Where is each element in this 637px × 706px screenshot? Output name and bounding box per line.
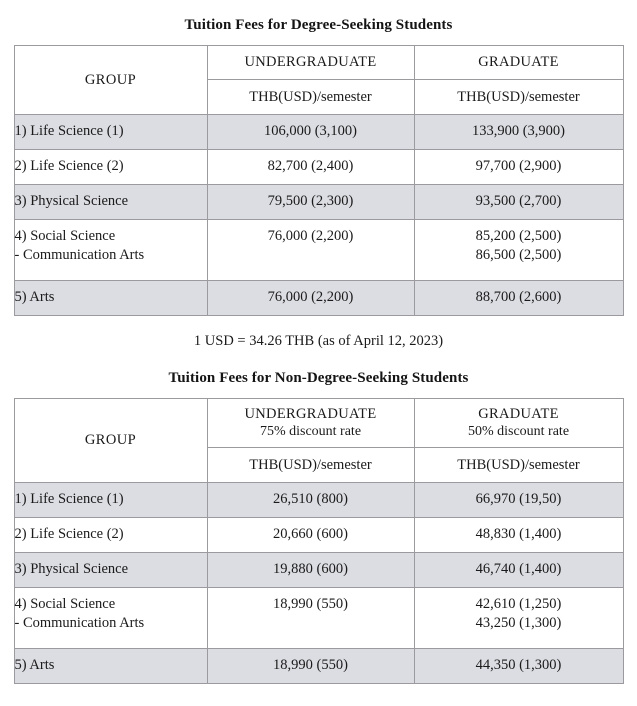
cell-graduate-line1: 85,200 (2,500) — [475, 228, 562, 244]
header-row-primary — [14, 46, 623, 80]
cell-group-line1: 2) Life Science (2) — [14, 158, 124, 175]
cell-group-line1: 5) Arts — [14, 657, 55, 674]
cell-group-line1: 1) Life Science (1) — [14, 491, 124, 508]
page-title-degree-seeking: Tuition Fees for Degree-Seeking Students — [184, 17, 453, 33]
cell-undergraduate-line1: 106,000 (3,100) — [263, 123, 358, 140]
table-row — [14, 649, 623, 684]
cell-graduate-fee — [414, 150, 623, 185]
table-row — [14, 281, 623, 316]
table-header-degree-seeking — [14, 46, 623, 115]
exchange-rate-note: 1 USD = 34.26 THB (as of April 12, 2023) — [193, 333, 444, 349]
cell-graduate-line1: 93,500 (2,700) — [475, 193, 562, 210]
column-header-undergraduate-label: UNDERGRADUATE — [244, 54, 377, 70]
cell-group — [14, 220, 207, 281]
cell-undergraduate-fee — [207, 553, 414, 588]
cell-group-line1: 1) Life Science (1) — [14, 123, 124, 140]
cell-undergraduate-line1: 19,880 (600) — [273, 561, 348, 578]
cell-group — [14, 553, 207, 588]
header-row-primary — [14, 399, 623, 448]
cell-undergraduate-line1: 18,990 (550) — [273, 596, 348, 612]
column-header-undergraduate-label: UNDERGRADUATE — [244, 406, 377, 422]
cell-undergraduate-fee — [207, 483, 414, 518]
table-row — [14, 220, 623, 281]
cell-undergraduate-fee — [207, 588, 414, 649]
cell-graduate-line1: 44,350 (1,300) — [475, 657, 562, 674]
cell-graduate-line1: 42,610 (1,250) — [475, 596, 562, 612]
cell-group — [14, 115, 207, 150]
graduate-discount-rate: 50% discount rate — [467, 424, 570, 439]
table-row — [14, 483, 623, 518]
cell-group-line2: - Communication Arts — [14, 247, 145, 264]
cell-group — [14, 281, 207, 316]
cell-graduate-line1: 133,900 (3,900) — [471, 123, 566, 140]
page-title-non-degree-seeking: Tuition Fees for Non-Degree-Seeking Students — [168, 370, 469, 386]
cell-graduate-fee — [414, 185, 623, 220]
cell-group — [14, 185, 207, 220]
column-unit-undergraduate: THB(USD)/semester — [207, 80, 414, 115]
cell-undergraduate-fee — [207, 281, 414, 316]
cell-graduate-fee — [414, 483, 623, 518]
cell-graduate-line1: 46,740 (1,400) — [475, 561, 562, 578]
cell-graduate-fee — [414, 649, 623, 684]
cell-undergraduate-line1: 20,660 (600) — [273, 526, 348, 543]
column-header-group: GROUP — [14, 399, 207, 483]
cell-graduate-fee — [414, 220, 623, 281]
cell-undergraduate-fee — [207, 115, 414, 150]
column-header-graduate — [414, 46, 623, 80]
cell-group — [14, 649, 207, 684]
cell-graduate-line1: 97,700 (2,900) — [475, 158, 562, 175]
cell-graduate-fee — [414, 115, 623, 150]
cell-graduate-line1: 88,700 (2,600) — [475, 289, 562, 306]
cell-undergraduate-fee — [207, 649, 414, 684]
column-header-graduate — [414, 399, 623, 448]
cell-group — [14, 588, 207, 649]
tuition-table-degree-seeking — [14, 45, 624, 316]
cell-graduate-fee — [414, 281, 623, 316]
cell-undergraduate-line1: 82,700 (2,400) — [267, 158, 354, 175]
cell-group-line1: 2) Life Science (2) — [14, 526, 124, 543]
cell-undergraduate-line1: 76,000 (2,200) — [267, 228, 354, 244]
table-header-non-degree-seeking — [14, 399, 623, 483]
column-header-undergraduate — [207, 399, 414, 448]
cell-group-line1: 4) Social Science — [14, 596, 116, 612]
cell-graduate-line1: 48,830 (1,400) — [475, 526, 562, 543]
column-header-graduate-label: GRADUATE — [478, 406, 559, 422]
cell-graduate-fee — [414, 553, 623, 588]
column-unit-undergraduate: THB(USD)/semester — [207, 448, 414, 483]
table-row — [14, 150, 623, 185]
cell-graduate-line1: 66,970 (19,50) — [475, 491, 562, 508]
table-row — [14, 115, 623, 150]
cell-group-line1: 5) Arts — [14, 289, 55, 306]
column-header-undergraduate — [207, 46, 414, 80]
cell-group-line2: - Communication Arts — [14, 615, 145, 632]
cell-graduate-fee — [414, 518, 623, 553]
cell-group — [14, 150, 207, 185]
cell-undergraduate-line1: 79,500 (2,300) — [267, 193, 354, 210]
cell-undergraduate-line1: 26,510 (800) — [273, 491, 348, 508]
table-row — [14, 185, 623, 220]
table-row — [14, 553, 623, 588]
cell-group — [14, 518, 207, 553]
column-header-graduate-label: GRADUATE — [478, 54, 559, 70]
cell-undergraduate-fee — [207, 220, 414, 281]
cell-undergraduate-fee — [207, 518, 414, 553]
undergraduate-discount-rate: 75% discount rate — [259, 424, 362, 439]
table-body-non-degree-seeking — [14, 483, 623, 684]
cell-graduate-line2: 43,250 (1,300) — [475, 615, 562, 632]
cell-undergraduate-fee — [207, 185, 414, 220]
cell-group — [14, 483, 207, 518]
table-row — [14, 518, 623, 553]
table-row — [14, 588, 623, 649]
table-body-degree-seeking — [14, 115, 623, 316]
column-header-group: GROUP — [14, 46, 207, 115]
tuition-table-non-degree-seeking — [14, 398, 624, 684]
cell-undergraduate-line1: 18,990 (550) — [273, 657, 348, 674]
cell-group-line1: 4) Social Science — [14, 228, 116, 244]
cell-graduate-line2: 86,500 (2,500) — [475, 247, 562, 264]
cell-graduate-fee — [414, 588, 623, 649]
cell-group-line1: 3) Physical Science — [14, 561, 129, 578]
cell-undergraduate-line1: 76,000 (2,200) — [267, 289, 354, 306]
column-unit-graduate: THB(USD)/semester — [414, 80, 623, 115]
cell-group-line1: 3) Physical Science — [14, 193, 129, 210]
column-unit-graduate: THB(USD)/semester — [414, 448, 623, 483]
cell-undergraduate-fee — [207, 150, 414, 185]
